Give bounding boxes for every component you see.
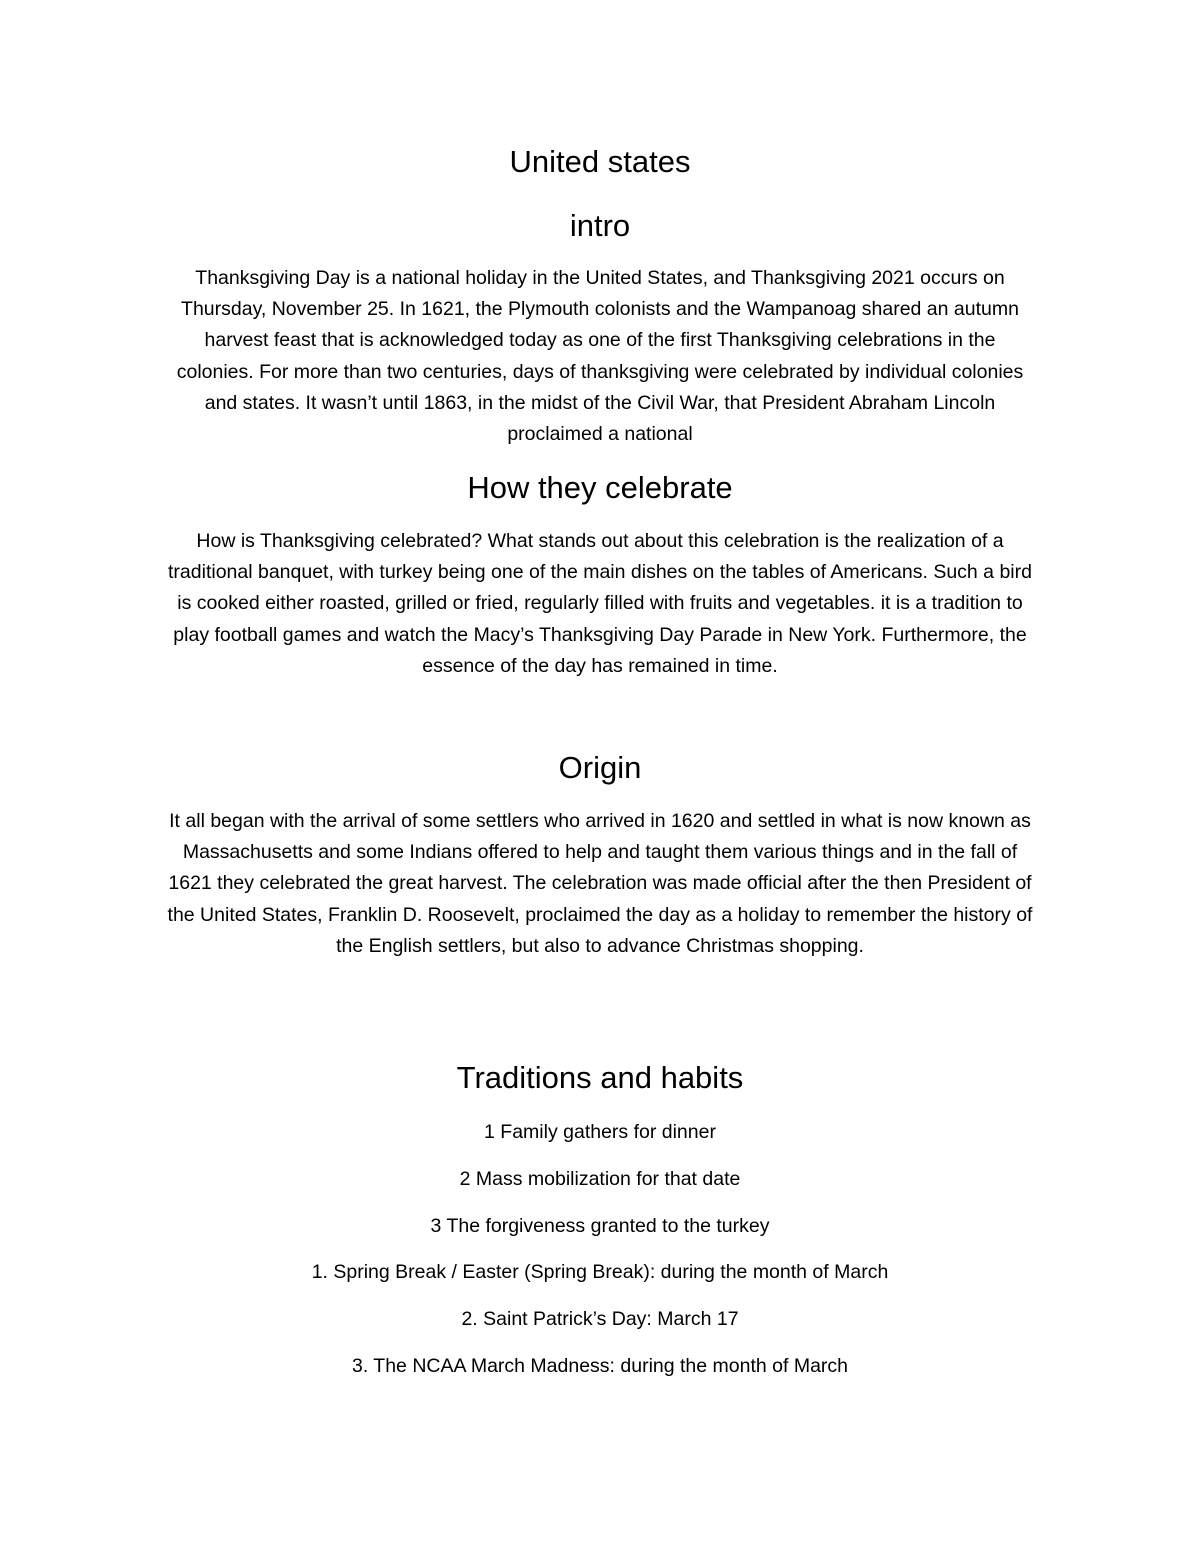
paragraph-intro: Thanksgiving Day is a national holiday in the United States, and Thanksgiving 2021 occurs on Thursday, November 25. In 1621, the Plymouth colonists and the Wampanoag shared an autumn harvest feast that is acknowledged today as one of the first Thanksgiving celebrations in the colonies. For more than two centuries, days of thanksgiving were celebrated by individual colonies and states. It wasn’t until 1863, in the midst of the Civil War, that President Abraham Lincoln proclaimed a national bbox=[176, 267, 1024, 446]
section-traditions bbox=[150, 1058, 1050, 1098]
paragraph-origin: It all began with the arrival of some settlers who arrived in 1620 and settled in what is now known as Massachusetts and some Indians offered to help and taught them various things and in the fall of 1621 they celebrated the great harvest. The celebration was made official after the then President of the United States, Franklin D. Roosevelt, proclaimed the day as a holiday to remember the history of the English settlers, but also to advance Christmas shopping. bbox=[167, 810, 1033, 957]
section-celebrate-body bbox=[168, 526, 1032, 682]
list-item bbox=[150, 1118, 1050, 1146]
list-item bbox=[150, 1352, 1050, 1380]
tradition-item-6: 3. The NCAA March Madness: during the month of March bbox=[351, 1355, 849, 1377]
document-title: United states bbox=[509, 144, 691, 179]
section-intro bbox=[150, 206, 1050, 246]
tradition-item-4: 1. Spring Break / Easter (Spring Break): during the month of March bbox=[311, 1261, 889, 1283]
document-title-block bbox=[150, 142, 1050, 182]
section-origin-body bbox=[160, 806, 1040, 962]
list-item bbox=[150, 1305, 1050, 1333]
list-item bbox=[150, 1165, 1050, 1193]
tradition-item-5: 2. Saint Patrick’s Day: March 17 bbox=[461, 1308, 739, 1330]
list-item bbox=[150, 1258, 1050, 1286]
section-intro-body bbox=[165, 263, 1035, 450]
section-heading-traditions: Traditions and habits bbox=[456, 1060, 744, 1095]
tradition-item-2: 2 Mass mobilization for that date bbox=[459, 1168, 741, 1190]
section-heading-origin: Origin bbox=[558, 750, 642, 785]
section-origin bbox=[150, 748, 1050, 788]
paragraph-celebrate: How is Thanksgiving celebrated? What stands out about this celebration is the realization of a traditional banquet, with turkey being one of the main dishes on the tables of Americans. Such a bird is cooked either roasted, grilled or fried, regularly filled with fruits and vegetables. it is a tradition to play football games and watch the Macy’s Thanksgiving Day Parade in New York. Furthermore, the essence of the day has remained in time. bbox=[168, 530, 1032, 677]
section-heading-celebrate: How they celebrate bbox=[467, 470, 733, 505]
tradition-item-1: 1 Family gathers for dinner bbox=[484, 1121, 716, 1143]
section-heading-intro: intro bbox=[569, 208, 631, 243]
section-celebrate bbox=[150, 468, 1050, 508]
list-item bbox=[150, 1212, 1050, 1240]
tradition-item-3: 3 The forgiveness granted to the turkey bbox=[430, 1215, 770, 1237]
